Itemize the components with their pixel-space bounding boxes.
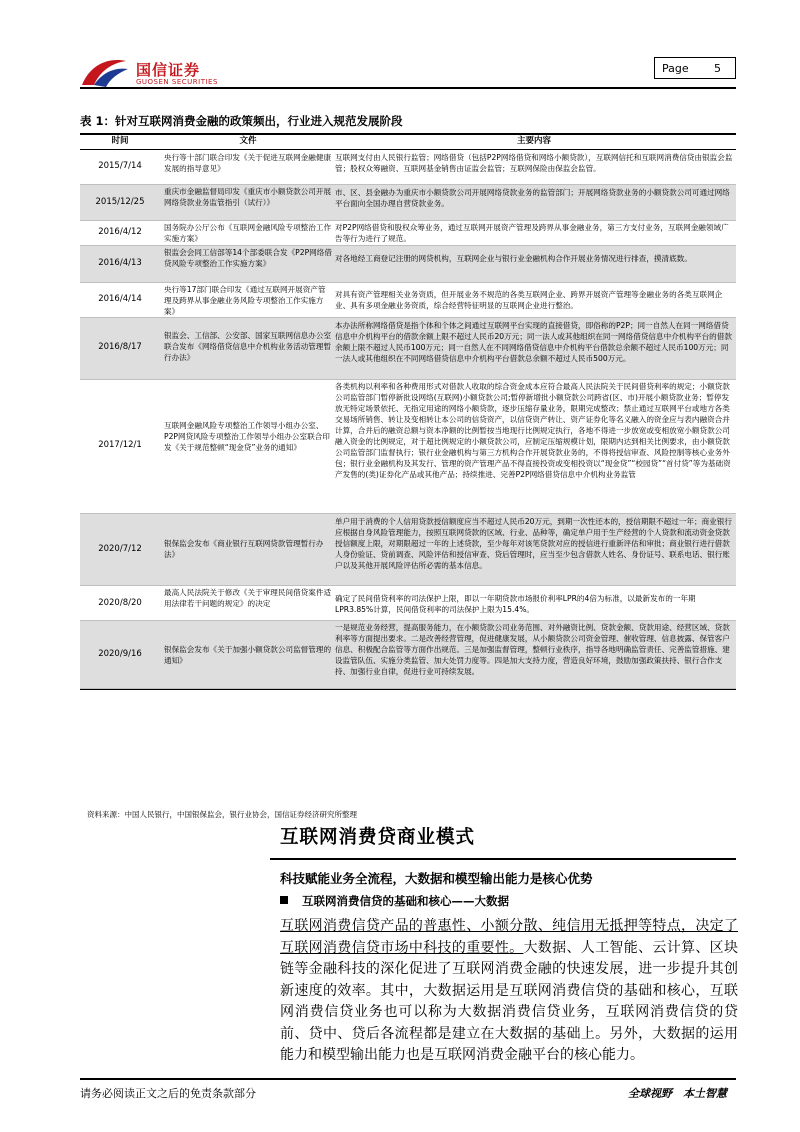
row-time: 2020/7/12: [98, 544, 142, 554]
section-divider: [270, 858, 736, 860]
page-header: [0, 0, 800, 100]
row-document: 银保监会发布《关于加强小额贷款公司监督管理的通知》: [164, 645, 332, 665]
row-document: 银监会会同工信部等14个部委联合发《P2P网络借贷风险专项整治工作实施方案》: [164, 248, 332, 268]
row-document: 银保监会发布《商业银行互联网贷款管理暂行办法》: [164, 539, 324, 559]
row-time: 2017/12/1: [98, 440, 142, 450]
paragraph-underlined-text: 互联网消费信贷产品的普惠性、小额分散、纯信用无抵押等特点，决定了互联网消费信贷市场中科技的重要性。: [280, 918, 738, 956]
bullet-heading: [280, 893, 509, 909]
company-logo: [80, 55, 270, 91]
table-row: [80, 621, 736, 689]
logo-chinese-name: 国信证券: [136, 61, 201, 79]
header-time: 时间: [111, 136, 129, 146]
row-document: 最高人民法院关于修改《关于审理民间借贷案件适用法律若干问题的规定》的决定: [164, 588, 332, 608]
row-main-content: 市、区、县金融办为重庆市小额贷款公司开展网络贷款业务的监管部门；开展网络贷款业务的小额贷款公司可通过网络平台面向全国办理自营贷款业务。: [335, 188, 730, 208]
row-document: 央行等十部门联合印发《关于促进互联网金融健康发展的指导意见》: [164, 153, 332, 173]
logo-english-name: GUOSEN SECURITIES: [136, 78, 218, 86]
header-divider: [80, 87, 736, 89]
row-main-content: 对各地经工商登记注册的网贷机构，互联网企业与银行业金融机构合作开展业务情况进行排查，摸清底数。: [335, 254, 692, 263]
table-row: [80, 318, 736, 380]
row-main-content: 对P2P网络借贷和股权众筹业务，通过互联网开展资产管理及跨界从事金融业务，第三方支付业务，互联网金融领域广告等行为进行了规范。: [335, 223, 729, 243]
row-main-content: 确定了民间借贷利率的司法保护上限，即以一年期贷款市场报价利率LPR的4倍为标准，以最新发布的一年期LPR3.85%计算，民间借贷利率的司法保护上限为15.4%。: [335, 594, 696, 614]
section-title: 互联网消费贷商业模式: [280, 827, 476, 848]
footer-disclaimer: 请务必阅读正文之后的免责条款部分: [80, 1087, 256, 1100]
row-main-content: 各类机构以利率和各种费用形式对借款人收取的综合资金成本应符合最高人民法院关于民间借贷利率的规定；小额贷款公司监管部门暂停新批设网络(互联网)小额贷款公司;暂停新增批小额贷款公司跨省(区、市)开展小额贷款业务；暂停发放无特定场景依托、无指定用途的网络小额贷款，逐步压缩存量业务，限期完成整改；禁止通过互联网平台或地方各类交易场所销售、转让及变相转让本公司的信贷资产，以信贷资产转让、资产证券化等名义融入的资金应与表内融资合并计算，合并后的融资总额与资本净额的比例暂按当地现行比例规定执行，各地不得进一步放宽或变相放宽小额贷款公司融入资金的比例规定，对于超比例规定的小额贷款公司，应制定压缩规模计划，限期内达到相关比例要求，由小额贷款公司监管部门监督执行；银行业金融机构与第三方机构合作开展贷款业务的，不得将授信审查、风险控制等核心业务外包；银行业金融机构及其发行、管理的资产管理产品不得直接投资或变相投资以“现金贷”“校园贷”“首付贷”等为基础资产发售的(类)证券化产品或其他产品；持续推进、完善P2P网络借贷信息中介机构业务监管: [335, 382, 731, 479]
row-main-content: 一是规范业务经营，提高服务能力，在小额贷款公司业务范围、对外融资比例、贷款金额、贷款用途、经营区域、贷款利率等方面提出要求。二是改善经营管理，促进健康发展，从小额贷款公司资金管理、催收管理、信息披露、保管客户信息、积极配合监管等方面作出规范。三是加强监督管理，整顿行业秩序，指导各地明确监管责任、完善监管措施、建设监管队伍、实施分类监管、加大处罚力度等。四是加大支持力度，营造良好环境，鼓励加强政策扶持、银行合作支持、加强行业自律，促进行业可持续发展。: [335, 623, 730, 676]
square-bullet-icon: [280, 896, 288, 904]
page-number-box: [654, 57, 736, 79]
footer-slogan: 全球视野 本土智慧: [628, 1087, 727, 1100]
table-row: [80, 283, 736, 318]
row-time: 2020/9/16: [98, 649, 142, 659]
logo-mark-icon: [80, 55, 130, 89]
table-bottom-rule: [80, 689, 736, 690]
row-time: 2016/4/13: [98, 258, 142, 268]
table-row: [80, 221, 736, 246]
row-main-content: 单户用于消费的个人信用贷款授信额度应当不超过人民币20万元，到期一次性还本的，授信期限不超过一年；商业银行应根据自身风险管理能力，按照互联网贷款的区域、行业、品种等，确定单户用于生产经营的个人贷款和流动资金贷款授信额度上限，对期限超过一年的上述贷款，至少每年对该笔贷款对应的授信进行重新评估和审批；商业银行进行借款人身份验证、贷前调查、风险评估和授信审查、贷后管理时，应当至少包含借款人姓名、身份证号、联系电话、银行账户以及其他开展风险评估所必需的基本信息。: [335, 517, 732, 570]
section-subtitle: 科技赋能业务全流程，大数据和模型输出能力是核心优势: [280, 871, 593, 886]
table-row: [80, 380, 736, 514]
row-time: 2020/8/20: [98, 598, 142, 608]
row-document: 央行等17部门联合印发《通过互联网开展资产管理及跨界从事金融业务风险专项整治工作实施方案》: [164, 285, 326, 316]
row-document: 国务院办公厅公布《互联网金融风险专项整治工作实施方案》: [164, 223, 332, 243]
paragraph-text: 大数据、人工智能、云计算、区块链等金融科技的深化促进了互联网消费金融的快速发展，进一步提升其创新速度的效率。其中，大数据运用是互联网消费信贷的基础和核心，互联网消费信贷业务也可以称为大数据消费信贷业务，互联网消费信贷的贷前、贷中、贷后各流程都是建立在大数据的基础上。另外，大数据的运用能力和模型输出能力也是互联网消费金融平台的核心能力。: [280, 939, 738, 1063]
page-number: 5: [714, 62, 721, 75]
row-main-content: 对具有资产管理相关业务资质，但开展业务不规范的各类互联网企业、跨界开展资产管理等金融业务的各类互联网企业、具有多项金融业务资质，综合经营特征明显的互联网企业进行整治。: [335, 290, 723, 310]
bullet-heading-text: 互联网消费信贷的基础和核心——大数据: [302, 894, 509, 908]
header-document: 文件: [239, 136, 257, 146]
table-row: [80, 150, 736, 185]
row-document: 互联网金融风险专项整治工作领导小组办公室、P2P网贷风险专项整治工作领导小组办公室联合印发《关于规范整顿“现金贷”业务的通知》: [164, 421, 330, 452]
table-title: 表 1：针对互联网消费金融的政策频出，行业进入规范发展阶段: [80, 114, 403, 128]
body-paragraph: [280, 916, 738, 1067]
table-source-note: 资料来源：中国人民银行，中国银保监会，银行业协会，国信证券经济研究所整理: [87, 810, 357, 819]
table-row: [80, 514, 736, 586]
row-document: 银监会、工信部、公安部、国家互联网信息办公室联合发布《网络借贷信息中介机构业务活动管理暂行办法》: [164, 331, 332, 362]
header-main-content: 主要内容: [516, 136, 551, 146]
page-label: Page: [662, 62, 689, 75]
table-row: [80, 246, 736, 283]
row-time: 2016/8/17: [98, 342, 142, 352]
row-time: 2016/4/14: [98, 294, 142, 304]
table-row: [80, 586, 736, 621]
table-row: [80, 185, 736, 221]
row-time: 2016/4/12: [98, 227, 142, 237]
row-time: 2015/12/25: [95, 197, 145, 207]
row-main-content: 互联网支付由人民银行监管；网络借贷（包括P2P网络借贷和网络小额贷款），互联网信托和互联网消费信贷由银监会监管；股权众筹融资、互联网基金销售由证监会监管；互联网保险由保监会监管。: [335, 153, 733, 173]
footer-divider: [80, 1078, 736, 1080]
row-main-content: 本办法所称网络借贷是指个体和个体之间通过互联网平台实现的直接借贷，即俗称的P2P；同一自然人在同一网络借贷信息中介机构平台的借款余额上限不超过人民币20万元；同一法人或其他组织在同一网络借贷信息中介机构平台的借款余额上限不超过人民币100万元；同一自然人在不同网络借贷信息中介机构平台借款总余额不超过人民币100万元；同一法人或其他组织在不同网络借贷信息中介机构平台借款总余额不超过人民币500万元。: [335, 321, 732, 363]
row-document: 重庆市金融监督局印发《重庆市小额贷款公司开展网络贷款业务监管指引（试行）》: [164, 187, 332, 207]
row-time: 2015/7/14: [98, 161, 142, 171]
